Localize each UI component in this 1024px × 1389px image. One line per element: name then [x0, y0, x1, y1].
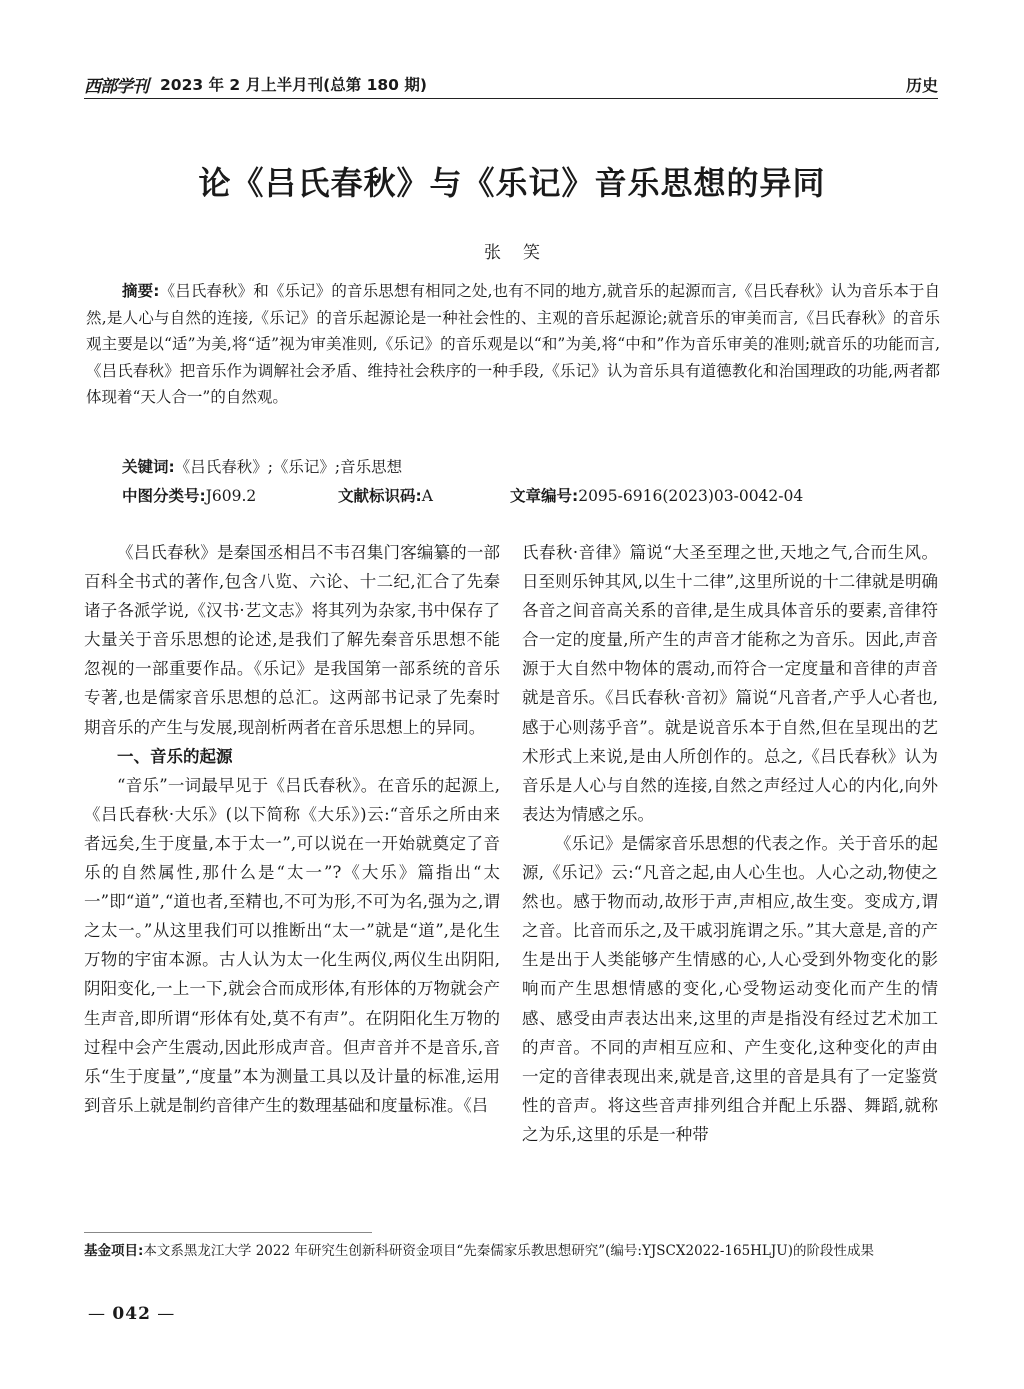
funding-note [84, 1240, 940, 1263]
body-paragraph: “音乐”一词最早见于《吕氏春秋》。在音乐的起源上,《吕氏春秋·大乐》(以下简称《大乐》)云:“音乐之所由来者远矣,生于度量,本于太一”,可以说在一开始就奠定了音乐的自然属性,那什么是“太一”?《大乐》篇指出“太一”即“道”,“道也者,至精也,不可为形,不可为名,强为之,谓之太一。”从这里我们可以推断出“太一”就是“道”,是化生万物的宇宙本源。古人认为太一化生两仪,两仪生出阴阳,阴阳变化,一上一下,就会合而成形体,有形体的万物就会产生声音,即所谓“形体有处,莫不有声”。在阴阳化生万物的过程中会产生震动,因此形成声音。但声音并不是音乐,音乐“生于度量”,“度量”本为测量工具以及计量的标准,运用到音乐上就是制约音律产生的数理基础和度量标准。《吕 [84, 775, 500, 1115]
clc-label: 中图分类号: [122, 487, 206, 505]
doc-value: A [421, 487, 433, 505]
body-paragraph: 《吕氏春秋》是秦国丞相吕不韦召集门客编纂的一部百科全书式的著作,包含八览、六论、十二纪,汇合了先秦诸子各派学说,《汉书·艺文志》将其列为杂家,书中保存了大量关于音乐思想的论述,是我们了解先秦音乐思想不能忽视的一部重要作品。《乐记》是我国第一部系统的音乐专著,也是儒家音乐思想的总汇。这两部书记录了先秦时期音乐的产生与发展,现剖析两者在音乐思想上的异同。 [84, 543, 500, 737]
journal-logo: 西部学刊 [84, 77, 148, 97]
abstract [86, 278, 940, 411]
document-code [338, 484, 433, 506]
article-label: 文章编号: [510, 487, 579, 505]
header-rule [84, 98, 938, 99]
keywords [122, 455, 402, 477]
article-number [510, 484, 803, 506]
keywords-text: 《吕氏春秋》;《乐记》;音乐思想 [174, 458, 403, 476]
section-name: 历史 [905, 76, 938, 95]
page-number: — 042 — [88, 1304, 176, 1324]
article-title: 论《吕氏春秋》与《乐记》音乐思想的异同 [198, 164, 826, 202]
body-paragraph: 氏春秋·音律》篇说“大圣至理之世,天地之气,合而生风。日至则乐钟其风,以生十二律”,这里所说的十二律就是明确各音之间音高关系的音律,是生成具体音乐的要素,音律符合一定的度量,所产生的声音才能称之为音乐。因此,声音源于大自然中物体的震动,而符合一定度量和音律的声音就是音乐。《吕氏春秋·音初》篇说“凡音者,产乎人心者也,感于心则荡乎音”。就是说音乐本于自然,但在呈现出的艺术形式上来说,是由人所创作的。总之,《吕氏春秋》认为音乐是人心与自然的连接,自然之声经过人心的内化,向外表达为情感之乐。 [522, 543, 938, 824]
clc-number [122, 487, 256, 505]
right-column [522, 538, 938, 1149]
author-name: 张笑 [484, 243, 562, 263]
doc-label: 文献标识码: [338, 487, 422, 505]
classification-line [122, 484, 804, 506]
clc-value: J609.2 [205, 487, 257, 505]
funding-label: 基金项目: [84, 1243, 144, 1259]
funding-text: 本文系黑龙江大学 2022 年研究生创新科研资金项目“先秦儒家乐教思想研究”(编号:YJSCX2022-165HLJU)的阶段性成果 [143, 1243, 874, 1259]
running-header [84, 70, 938, 100]
left-column [84, 538, 500, 1120]
page-number-value: 042 [112, 1304, 151, 1324]
section-heading: 一、音乐的起源 [117, 746, 233, 766]
keywords-label: 关键词: [122, 458, 175, 476]
issue-info: 2023 年 2 月上半月刊(总第 180 期) [160, 76, 427, 94]
footnote-rule [84, 1232, 372, 1233]
abstract-text: 《吕氏春秋》和《乐记》的音乐思想有相同之处,也有不同的地方,就音乐的起源而言,《吕氏春秋》认为音乐本于自然,是人心与自然的连接,《乐记》的音乐起源论是一种社会性的、主观的音乐起源论;就音乐的审美而言,《吕氏春秋》的音乐观主要是以“适”为美,将“适”视为审美准则,《乐记》的音乐观是以“和”为美,将“中和”作为音乐审美的准则;就音乐的功能而言,《吕氏春秋》把音乐作为调解社会矛盾、维持社会秩序的一种手段,《乐记》认为音乐具有道德教化和治国理政的功能,两者都体现着“天人合一”的自然观。 [86, 282, 940, 407]
article-value: 2095-6916(2023)03-0042-04 [578, 487, 804, 505]
abstract-label: 摘要: [122, 282, 160, 300]
body-paragraph: 《乐记》是儒家音乐思想的代表之作。关于音乐的起源,《乐记》云:“凡音之起,由人心生也。人心之动,物使之然也。感于物而动,故形于声,声相应,故生变。变成方,谓之音。比音而乐之,及干戚羽旄谓之乐。”其大意是,音的产生是出于人类能够产生情感的心,人心受到外物变化的影响而产生思想情感的变化,心受物运动变化而产生的情感、感受由声表达出来,这里的声是指没有经过艺术加工的声音。不同的声相互应和、产生变化,这种变化的声由一定的音律表现出来,就是音,这里的音是具有了一定鉴赏性的音声。将这些音声排列组合并配上乐器、舞蹈,就称之为乐,这里的乐是一种带 [522, 833, 938, 1144]
